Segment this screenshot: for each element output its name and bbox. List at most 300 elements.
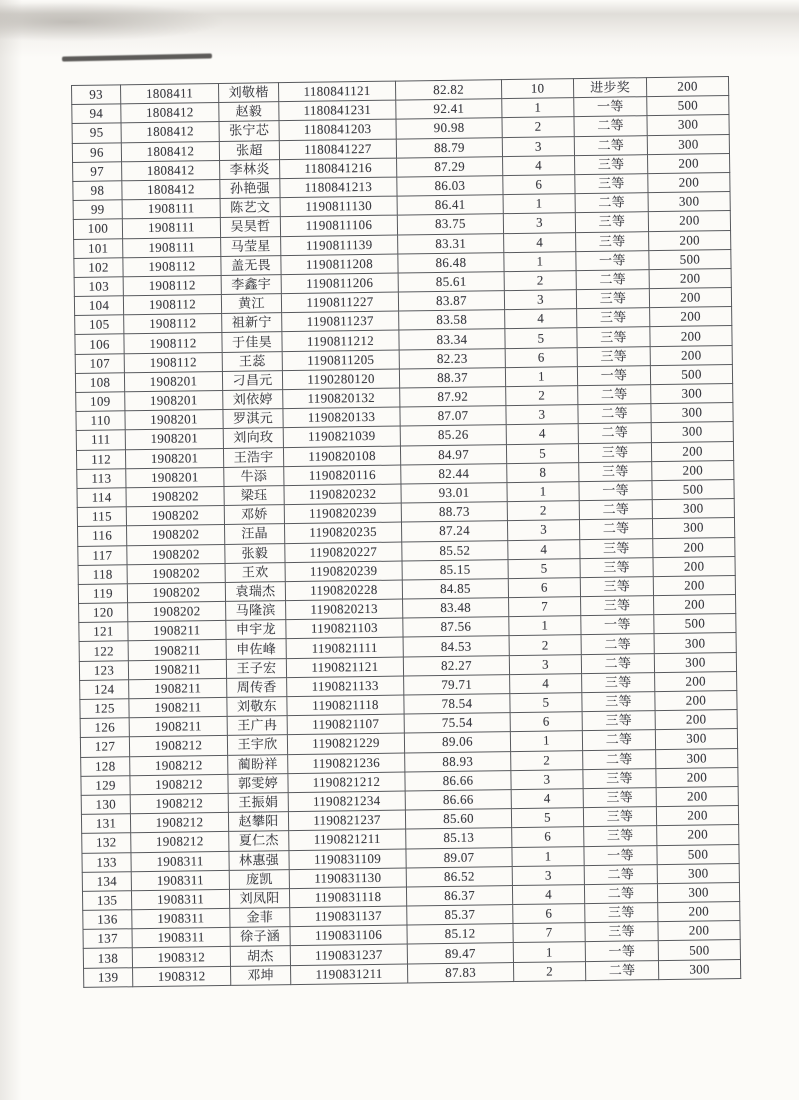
student-name-cell: 申宇龙 bbox=[226, 620, 286, 640]
class-cell: 1908212 bbox=[130, 774, 228, 795]
rank-cell: 2 bbox=[506, 386, 578, 406]
amount-cell: 200 bbox=[656, 767, 738, 787]
amount-cell: 200 bbox=[647, 153, 729, 173]
score-cell: 88.73 bbox=[401, 502, 507, 523]
student-id-cell: 1190820133 bbox=[283, 407, 400, 428]
row-number-cell: 112 bbox=[76, 449, 125, 469]
amount-cell: 200 bbox=[655, 690, 737, 710]
class-cell: 1908112 bbox=[124, 314, 222, 335]
student-id-cell: 1190820235 bbox=[284, 522, 401, 543]
class-cell: 1908201 bbox=[126, 467, 224, 488]
rank-cell: 4 bbox=[503, 155, 575, 175]
row-number-cell: 116 bbox=[78, 526, 127, 546]
amount-cell: 200 bbox=[656, 786, 738, 806]
rank-cell: 6 bbox=[505, 347, 577, 367]
amount-cell: 200 bbox=[653, 575, 735, 595]
class-cell: 1908112 bbox=[123, 295, 221, 316]
rank-cell: 3 bbox=[503, 213, 575, 233]
row-number-cell: 130 bbox=[81, 795, 130, 815]
score-cell: 78.54 bbox=[404, 694, 510, 715]
row-number-cell: 108 bbox=[75, 373, 124, 393]
amount-cell: 500 bbox=[657, 844, 739, 864]
rank-cell: 1 bbox=[505, 366, 577, 386]
class-cell: 1908311 bbox=[131, 870, 229, 891]
score-cell: 93.01 bbox=[401, 483, 507, 504]
row-number-cell: 107 bbox=[75, 353, 124, 373]
score-cell: 88.37 bbox=[399, 367, 505, 388]
rank-cell: 10 bbox=[501, 79, 573, 99]
award-level-cell: 三等 bbox=[580, 557, 653, 577]
student-name-cell: 赵攀阳 bbox=[228, 812, 288, 832]
row-number-cell: 137 bbox=[83, 929, 132, 949]
award-level-cell: 二等 bbox=[583, 749, 656, 769]
rank-cell: 7 bbox=[509, 597, 581, 617]
amount-cell: 300 bbox=[648, 192, 730, 212]
class-cell: 1908202 bbox=[128, 602, 226, 623]
student-id-cell: 1190821111 bbox=[286, 637, 403, 658]
award-level-cell: 一等 bbox=[585, 941, 658, 961]
rank-cell: 2 bbox=[507, 501, 579, 521]
student-name-cell: 周传香 bbox=[227, 677, 287, 697]
award-level-cell: 一等 bbox=[581, 615, 654, 635]
amount-cell: 200 bbox=[650, 307, 732, 327]
row-number-cell: 115 bbox=[77, 507, 126, 527]
amount-cell: 300 bbox=[656, 748, 738, 768]
row-number-cell: 126 bbox=[80, 718, 129, 738]
row-number-cell: 102 bbox=[74, 257, 123, 277]
class-cell: 1908312 bbox=[133, 966, 231, 987]
score-cell: 86.03 bbox=[397, 176, 503, 197]
row-number-cell: 123 bbox=[79, 660, 128, 680]
rank-cell: 3 bbox=[504, 290, 576, 310]
student-id-cell: 1190831137 bbox=[290, 906, 407, 927]
rank-cell: 1 bbox=[507, 482, 579, 502]
student-name-cell: 王振娟 bbox=[228, 793, 288, 813]
row-number-cell: 94 bbox=[72, 104, 121, 124]
row-number-cell: 133 bbox=[82, 852, 131, 872]
rank-cell: 8 bbox=[507, 462, 579, 482]
row-number-cell: 106 bbox=[75, 334, 124, 354]
student-name-cell: 祖新宁 bbox=[222, 313, 282, 333]
student-name-cell: 申佐峰 bbox=[226, 639, 286, 659]
score-cell: 86.52 bbox=[406, 866, 512, 887]
award-level-cell: 二等 bbox=[581, 634, 654, 654]
class-cell: 1908202 bbox=[127, 544, 225, 565]
award-level-cell: 二等 bbox=[579, 500, 652, 520]
award-level-cell: 三等 bbox=[583, 768, 656, 788]
student-name-cell: 金菲 bbox=[230, 908, 290, 928]
amount-cell: 200 bbox=[648, 172, 730, 192]
student-name-cell: 胡杰 bbox=[230, 946, 290, 966]
score-cell: 92.41 bbox=[396, 99, 502, 120]
student-id-cell: 1190811212 bbox=[282, 330, 399, 351]
student-name-cell: 刘依婷 bbox=[223, 390, 283, 410]
student-id-cell: 1190831211 bbox=[291, 964, 408, 985]
score-cell: 82.23 bbox=[399, 348, 505, 369]
student-name-cell: 于佳昊 bbox=[222, 332, 282, 352]
award-level-cell: 三等 bbox=[584, 826, 657, 846]
award-level-cell: 二等 bbox=[578, 385, 651, 405]
student-name-cell: 邓坤 bbox=[231, 965, 291, 985]
row-number-cell: 100 bbox=[73, 219, 122, 239]
score-cell: 85.26 bbox=[400, 425, 506, 446]
row-number-cell: 110 bbox=[76, 411, 125, 431]
rank-cell: 6 bbox=[513, 904, 585, 924]
award-level-cell: 三等 bbox=[582, 692, 655, 712]
student-id-cell: 1190820108 bbox=[283, 446, 400, 467]
award-level-cell: 三等 bbox=[576, 231, 649, 251]
amount-cell: 200 bbox=[651, 441, 733, 461]
score-cell: 86.66 bbox=[405, 770, 511, 791]
row-number-cell: 93 bbox=[72, 85, 121, 105]
score-cell: 86.41 bbox=[397, 195, 503, 216]
rank-cell: 6 bbox=[508, 577, 580, 597]
student-id-cell: 1190820232 bbox=[284, 484, 401, 505]
student-id-cell: 1180841213 bbox=[280, 177, 397, 198]
student-name-cell: 王子宏 bbox=[226, 658, 286, 678]
amount-cell: 300 bbox=[647, 115, 729, 135]
student-id-cell: 1190821121 bbox=[286, 657, 403, 678]
row-number-cell: 131 bbox=[81, 814, 130, 834]
award-level-cell: 一等 bbox=[576, 250, 649, 270]
row-number-cell: 127 bbox=[80, 737, 129, 757]
award-level-cell: 二等 bbox=[574, 116, 647, 136]
row-number-cell: 118 bbox=[78, 564, 127, 584]
student-id-cell: 1190811206 bbox=[281, 273, 398, 294]
class-cell: 1908111 bbox=[122, 199, 220, 220]
student-name-cell: 罗淇元 bbox=[223, 409, 283, 429]
score-cell: 87.07 bbox=[400, 406, 506, 427]
rank-cell: 2 bbox=[509, 635, 581, 655]
class-cell: 1908312 bbox=[132, 947, 230, 968]
amount-cell: 300 bbox=[658, 959, 740, 979]
class-cell: 1908112 bbox=[124, 352, 222, 373]
student-id-cell: 1190821237 bbox=[288, 810, 405, 831]
award-level-cell: 三等 bbox=[575, 212, 648, 232]
student-name-cell: 刘凤阳 bbox=[229, 888, 289, 908]
amount-cell: 300 bbox=[652, 499, 734, 519]
row-number-cell: 124 bbox=[80, 680, 129, 700]
rank-cell: 5 bbox=[505, 328, 577, 348]
student-name-cell: 夏仁杰 bbox=[229, 831, 289, 851]
amount-cell: 300 bbox=[647, 134, 729, 154]
amount-cell: 200 bbox=[655, 710, 737, 730]
score-cell: 83.34 bbox=[399, 329, 505, 350]
student-name-cell: 王欢 bbox=[225, 562, 285, 582]
award-level-cell: 三等 bbox=[579, 461, 652, 481]
score-cell: 86.48 bbox=[398, 252, 504, 273]
row-number-cell: 128 bbox=[81, 756, 130, 776]
student-id-cell: 1190821107 bbox=[287, 714, 404, 735]
rank-cell: 3 bbox=[502, 136, 574, 156]
student-id-cell: 1190831237 bbox=[290, 944, 407, 965]
student-id-cell: 1190821039 bbox=[283, 426, 400, 447]
row-number-cell: 95 bbox=[72, 123, 121, 143]
class-cell: 1908202 bbox=[126, 506, 224, 527]
student-id-cell: 1190821103 bbox=[286, 618, 403, 639]
row-number-cell: 101 bbox=[74, 238, 123, 258]
student-name-cell: 林惠强 bbox=[229, 850, 289, 870]
score-cell: 87.24 bbox=[401, 521, 507, 542]
row-number-cell: 99 bbox=[73, 200, 122, 220]
award-level-cell: 三等 bbox=[582, 711, 655, 731]
student-name-cell: 李林炎 bbox=[220, 159, 280, 179]
award-level-cell: 二等 bbox=[578, 423, 651, 443]
student-name-cell: 盖无畏 bbox=[221, 255, 281, 275]
award-level-cell: 三等 bbox=[577, 346, 650, 366]
class-cell: 1908202 bbox=[127, 563, 225, 584]
rank-cell: 3 bbox=[506, 405, 578, 425]
row-number-cell: 135 bbox=[82, 891, 131, 911]
class-cell: 1908212 bbox=[131, 832, 229, 853]
class-cell: 1808412 bbox=[121, 103, 219, 124]
row-number-cell: 120 bbox=[79, 603, 128, 623]
student-id-cell: 1190821236 bbox=[288, 753, 405, 774]
class-cell: 1908201 bbox=[125, 448, 223, 469]
scan-smudge bbox=[62, 53, 212, 61]
score-cell: 87.92 bbox=[400, 387, 506, 408]
amount-cell: 200 bbox=[658, 902, 740, 922]
row-number-cell: 104 bbox=[74, 296, 123, 316]
amount-cell: 500 bbox=[654, 614, 736, 634]
score-cell: 88.93 bbox=[405, 751, 511, 772]
student-id-cell: 1190820239 bbox=[284, 503, 401, 524]
student-id-cell: 1190831118 bbox=[289, 887, 406, 908]
amount-cell: 200 bbox=[655, 671, 737, 691]
amount-cell: 300 bbox=[657, 882, 739, 902]
student-name-cell: 张毅 bbox=[225, 543, 285, 563]
amount-cell: 500 bbox=[652, 479, 734, 499]
row-number-cell: 113 bbox=[77, 469, 126, 489]
amount-cell: 200 bbox=[652, 460, 734, 480]
amount-cell: 200 bbox=[650, 326, 732, 346]
class-cell: 1908311 bbox=[131, 851, 229, 872]
row-number-cell: 136 bbox=[83, 910, 132, 930]
rank-cell: 2 bbox=[513, 961, 585, 981]
student-name-cell: 马隆滨 bbox=[226, 601, 286, 621]
amount-cell: 200 bbox=[646, 77, 728, 97]
class-cell: 1908202 bbox=[127, 582, 225, 603]
award-level-cell: 二等 bbox=[585, 960, 658, 980]
student-id-cell: 1190821212 bbox=[288, 772, 405, 793]
student-name-cell: 王广冉 bbox=[227, 716, 287, 736]
student-id-cell: 1190820132 bbox=[283, 388, 400, 409]
score-cell: 82.82 bbox=[395, 80, 501, 101]
class-cell: 1908211 bbox=[129, 717, 227, 738]
student-name-cell: 孙艳强 bbox=[220, 179, 280, 199]
score-cell: 86.37 bbox=[406, 885, 512, 906]
score-cell: 85.37 bbox=[407, 905, 513, 926]
rank-cell: 1 bbox=[510, 731, 582, 751]
score-cell: 83.87 bbox=[398, 291, 504, 312]
score-cell: 82.44 bbox=[401, 463, 507, 484]
class-cell: 1808411 bbox=[121, 83, 219, 104]
student-id-cell: 1190820213 bbox=[286, 599, 403, 620]
rank-cell: 3 bbox=[512, 865, 584, 885]
student-id-cell: 1190811237 bbox=[282, 311, 399, 332]
row-number-cell: 109 bbox=[76, 392, 125, 412]
amount-cell: 200 bbox=[649, 268, 731, 288]
amount-cell: 300 bbox=[657, 863, 739, 883]
rank-cell: 4 bbox=[512, 884, 584, 904]
class-cell: 1908212 bbox=[129, 736, 227, 757]
student-name-cell: 梁珏 bbox=[224, 486, 284, 506]
rank-cell: 2 bbox=[511, 750, 583, 770]
rank-cell: 5 bbox=[510, 693, 582, 713]
amount-cell: 200 bbox=[650, 345, 732, 365]
rank-cell: 4 bbox=[504, 232, 576, 252]
student-id-cell: 1190821229 bbox=[287, 733, 404, 754]
amount-cell: 200 bbox=[658, 921, 740, 941]
class-cell: 1908201 bbox=[125, 390, 223, 411]
student-id-cell: 1190820227 bbox=[285, 542, 402, 563]
award-level-cell: 三等 bbox=[575, 154, 648, 174]
class-cell: 1908111 bbox=[123, 237, 221, 258]
score-cell: 75.54 bbox=[404, 713, 510, 734]
award-level-cell: 一等 bbox=[579, 481, 652, 501]
award-level-cell: 二等 bbox=[574, 135, 647, 155]
score-cell: 85.52 bbox=[402, 540, 508, 561]
class-cell: 1908201 bbox=[124, 371, 222, 392]
student-name-cell: 赵毅 bbox=[219, 102, 279, 122]
rank-cell: 7 bbox=[513, 923, 585, 943]
student-id-cell: 1190821133 bbox=[287, 676, 404, 697]
score-cell: 83.48 bbox=[403, 598, 509, 619]
row-number-cell: 122 bbox=[79, 641, 128, 661]
amount-cell: 200 bbox=[654, 595, 736, 615]
award-level-cell: 二等 bbox=[579, 519, 652, 539]
amount-cell: 300 bbox=[651, 403, 733, 423]
amount-cell: 200 bbox=[649, 288, 731, 308]
score-cell: 83.31 bbox=[398, 233, 504, 254]
amount-cell: 500 bbox=[650, 364, 732, 384]
row-number-cell: 96 bbox=[72, 142, 121, 162]
class-cell: 1908211 bbox=[129, 678, 227, 699]
student-id-cell: 1190821118 bbox=[287, 695, 404, 716]
amount-cell: 200 bbox=[656, 806, 738, 826]
rank-cell: 1 bbox=[512, 846, 584, 866]
row-number-cell: 103 bbox=[74, 277, 123, 297]
award-level-cell: 三等 bbox=[578, 442, 651, 462]
amount-cell: 300 bbox=[655, 729, 737, 749]
student-name-cell: 牛添 bbox=[224, 466, 284, 486]
table-body bbox=[72, 77, 741, 988]
score-cell: 86.66 bbox=[405, 790, 511, 811]
rank-cell: 5 bbox=[511, 808, 583, 828]
award-level-cell: 一等 bbox=[584, 845, 657, 865]
award-level-cell: 一等 bbox=[577, 365, 650, 385]
score-cell: 87.29 bbox=[397, 156, 503, 177]
class-cell: 1908212 bbox=[130, 755, 228, 776]
amount-cell: 300 bbox=[651, 384, 733, 404]
class-cell: 1908311 bbox=[132, 928, 230, 949]
student-name-cell: 邓娇 bbox=[224, 505, 284, 525]
score-cell: 89.06 bbox=[404, 732, 510, 753]
score-cell: 83.58 bbox=[399, 310, 505, 331]
award-level-cell: 三等 bbox=[575, 174, 648, 194]
scan-shadow-left bbox=[0, 0, 22, 1100]
award-level-cell: 二等 bbox=[582, 730, 655, 750]
student-name-cell: 蔺盼祥 bbox=[228, 754, 288, 774]
award-level-cell: 三等 bbox=[577, 308, 650, 328]
rank-cell: 1 bbox=[503, 194, 575, 214]
student-id-cell: 1190821234 bbox=[288, 791, 405, 812]
score-cell: 85.12 bbox=[407, 924, 513, 945]
rank-cell: 2 bbox=[502, 117, 574, 137]
student-name-cell: 王浩宇 bbox=[223, 447, 283, 467]
class-cell: 1908211 bbox=[129, 697, 227, 718]
class-cell: 1908212 bbox=[130, 813, 228, 834]
student-name-cell: 汪晶 bbox=[225, 524, 285, 544]
amount-cell: 200 bbox=[649, 230, 731, 250]
student-id-cell: 1190820239 bbox=[285, 561, 402, 582]
award-level-cell: 三等 bbox=[580, 576, 653, 596]
class-cell: 1808412 bbox=[122, 160, 220, 181]
student-id-cell: 1180841231 bbox=[279, 100, 396, 121]
score-cell: 87.83 bbox=[407, 962, 513, 983]
amount-cell: 500 bbox=[649, 249, 731, 269]
student-name-cell: 王蕊 bbox=[222, 351, 282, 371]
award-level-cell: 二等 bbox=[584, 883, 657, 903]
score-cell: 89.07 bbox=[406, 847, 512, 868]
rank-cell: 1 bbox=[504, 251, 576, 271]
amount-cell: 500 bbox=[647, 96, 729, 116]
student-id-cell: 1190821211 bbox=[289, 829, 406, 850]
score-cell: 85.60 bbox=[405, 809, 511, 830]
score-cell: 83.75 bbox=[397, 214, 503, 235]
award-level-cell: 三等 bbox=[576, 289, 649, 309]
student-name-cell: 刁昌元 bbox=[222, 370, 282, 390]
award-level-cell: 一等 bbox=[574, 97, 647, 117]
class-cell: 1908112 bbox=[123, 275, 221, 296]
class-cell: 1908211 bbox=[128, 640, 226, 661]
award-level-cell: 三等 bbox=[583, 788, 656, 808]
student-id-cell: 1190820228 bbox=[285, 580, 402, 601]
student-name-cell: 王宇欣 bbox=[227, 735, 287, 755]
scan-shadow-top bbox=[0, 0, 799, 60]
amount-cell: 300 bbox=[651, 422, 733, 442]
rank-cell: 3 bbox=[509, 654, 581, 674]
award-level-cell: 二等 bbox=[584, 864, 657, 884]
student-id-cell: 1180841121 bbox=[278, 81, 395, 102]
student-name-cell: 张超 bbox=[219, 140, 279, 160]
class-cell: 1908211 bbox=[128, 659, 226, 680]
row-number-cell: 134 bbox=[82, 871, 131, 891]
award-level-cell: 三等 bbox=[580, 538, 653, 558]
class-cell: 1908201 bbox=[125, 410, 223, 431]
award-table bbox=[71, 76, 741, 988]
award-level-cell: 二等 bbox=[575, 193, 648, 213]
score-cell: 84.53 bbox=[403, 636, 509, 657]
class-cell: 1908211 bbox=[128, 621, 226, 642]
student-id-cell: 1190811208 bbox=[281, 254, 398, 275]
score-cell: 82.27 bbox=[403, 655, 509, 676]
award-level-cell: 进步奖 bbox=[573, 78, 646, 98]
award-level-cell: 二等 bbox=[578, 404, 651, 424]
rank-cell: 1 bbox=[513, 942, 585, 962]
row-number-cell: 98 bbox=[73, 181, 122, 201]
student-id-cell: 1190831106 bbox=[290, 925, 407, 946]
student-name-cell: 郭雯婷 bbox=[228, 773, 288, 793]
student-id-cell: 1190811106 bbox=[280, 215, 397, 236]
class-cell: 1908112 bbox=[123, 256, 221, 277]
score-cell: 90.98 bbox=[396, 118, 502, 139]
rank-cell: 4 bbox=[510, 673, 582, 693]
score-cell: 85.15 bbox=[402, 559, 508, 580]
row-number-cell: 132 bbox=[82, 833, 131, 853]
row-number-cell: 97 bbox=[73, 162, 122, 182]
row-number-cell: 111 bbox=[76, 430, 125, 450]
